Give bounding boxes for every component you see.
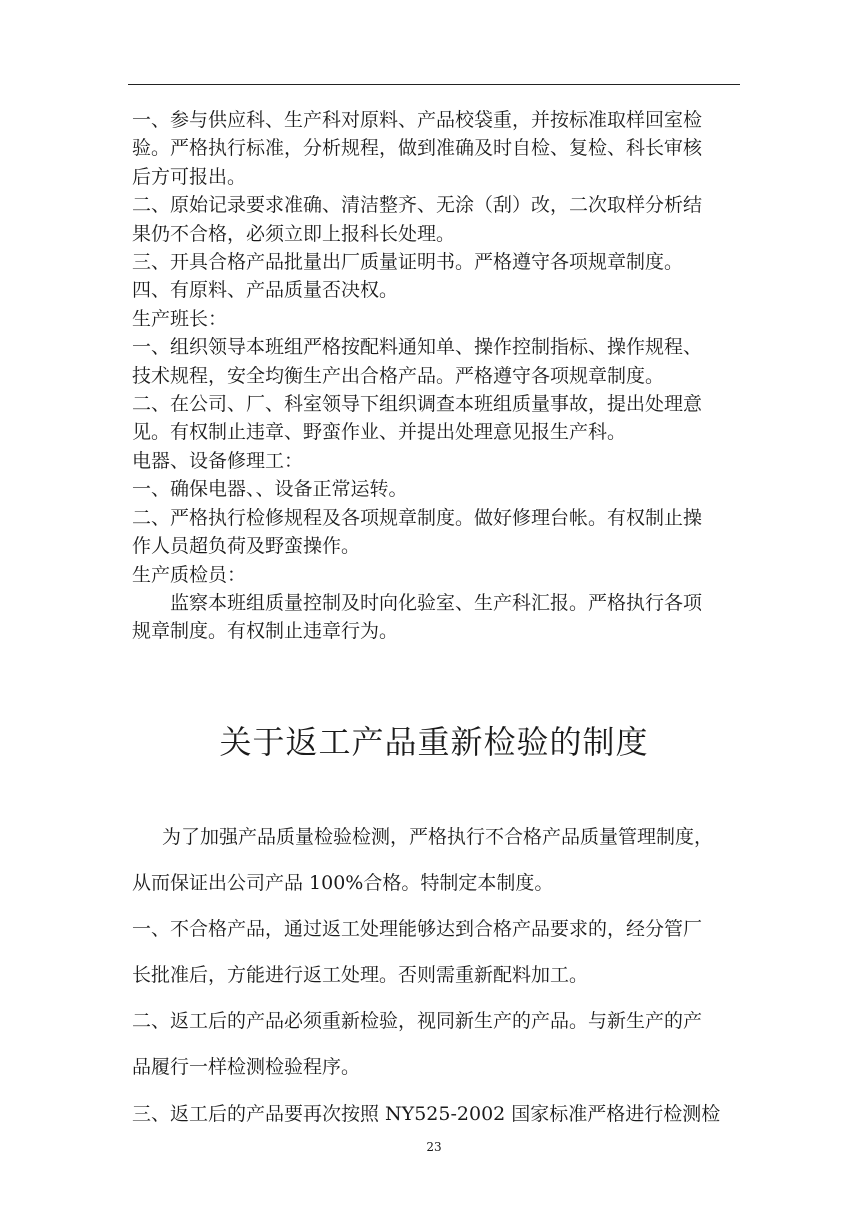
text-line: 二、返工后的产品必须重新检验，视同新生产的产品。与新生产的产 xyxy=(132,1010,703,1033)
text-line: 二、原始记录要求准确、清洁整齐、无涂（刮）改，二次取样分析结 xyxy=(132,194,703,217)
text-line: 为了加强产品质量检验检测，严格执行不合格产品质量管理制度， xyxy=(162,826,714,848)
role-heading: 电器、设备修理工： xyxy=(132,449,304,472)
text-line: 四、有原料、产品质量否决权。 xyxy=(132,279,399,302)
text-line: 品履行一样检测检验程序。 xyxy=(132,1056,361,1079)
section-title: 关于返工产品重新检验的制度 xyxy=(219,723,649,761)
text-line: 果仍不合格，必须立即上报科长处理。 xyxy=(132,222,456,245)
text-line: 规章制度。有权制止违章行为。 xyxy=(132,620,399,643)
text-line: 长批准后，方能进行返工处理。否则需重新配料加工。 xyxy=(132,964,589,987)
text-line: 二、严格执行检修规程及各项规章制度。做好修理台帐。有权制止操 xyxy=(132,506,703,529)
text-line: 三、开具合格产品批量出厂质量证明书。严格遵守各项规章制度。 xyxy=(132,251,684,274)
text-line: 验。严格执行标准，分析规程，做到准确及时自检、复检、科长审核 xyxy=(132,137,703,160)
text-line: 一、组织领导本班组严格按配料通知单、操作控制指标、操作规程、 xyxy=(132,336,703,359)
page-number: 23 xyxy=(426,1140,442,1154)
role-heading: 生产班长： xyxy=(132,307,228,330)
rework-policy-section xyxy=(132,814,738,1137)
text-line: 二、在公司、厂、科室领导下组织调查本班组质量事故，提出处理意 xyxy=(132,393,703,416)
text-line: 一、不合格产品，通过返工处理能够达到合格产品要求的，经分管厂 xyxy=(132,918,703,941)
text-line: 从而保证出公司产品 100%合格。特制定本制度。 xyxy=(132,872,554,895)
header-rule xyxy=(128,84,740,85)
text-line: 监察本班组质量控制及时向化验室、生产科汇报。严格执行各项 xyxy=(170,591,703,614)
text-line: 一、参与供应科、生产科对原料、产品校袋重，并按标准取样回室检 xyxy=(132,109,703,131)
text-line: 后方可报出。 xyxy=(132,165,247,188)
role-heading: 生产质检员： xyxy=(132,563,247,586)
text-line: 三、返工后的产品要再次按照 NY525-2002 国家标准严格进行检测检 xyxy=(132,1102,721,1125)
text-line: 一、确保电器、、设备正常运转。 xyxy=(132,478,408,501)
text-line: 见。有权制止违章、野蛮作业、并提出处理意见报生产科。 xyxy=(132,421,627,444)
responsibilities-section xyxy=(132,106,738,646)
text-line: 技术规程，安全均衡生产出合格产品。严格遵守各项规章制度。 xyxy=(132,364,665,387)
text-line: 作人员超负荷及野蛮操作。 xyxy=(132,535,361,558)
